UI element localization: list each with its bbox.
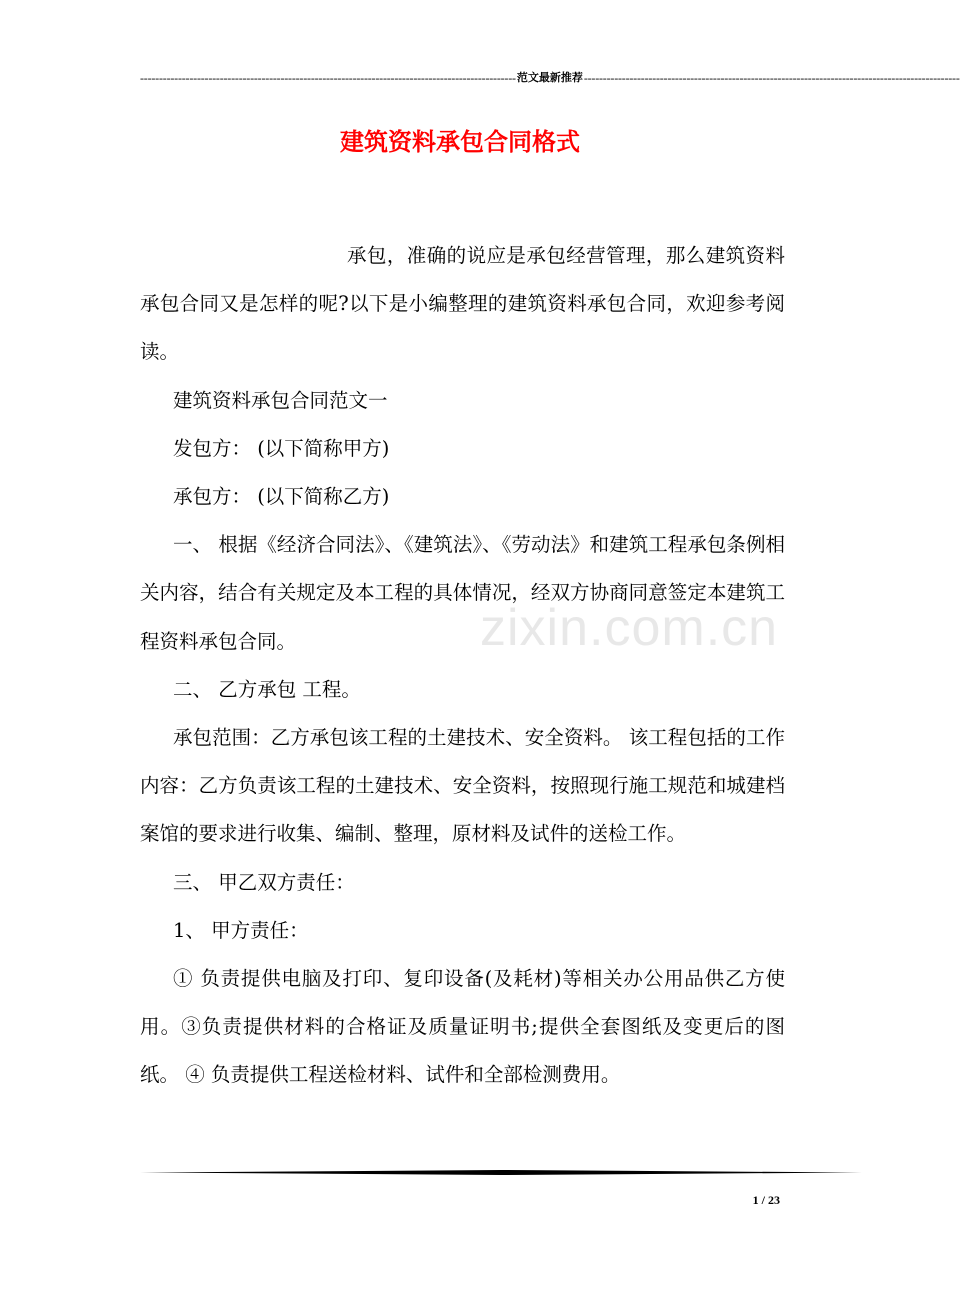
header-dashes-right: --------------------------------------------------------------------------------------------------- [583,71,960,85]
header-dashes-left: --------------------------------------------------------------------------------------------------- [140,71,516,85]
clause-one: 一、 根据《经济合同法》、《建筑法》、《劳动法》和建筑工程承包条例相关内容，结合有关规定及本工程的具体情况，经双方协商同意签定本建筑工程资料承包合同。 [140,533,785,653]
clause-three: 三、 甲乙双方责任： [173,870,355,894]
header-label: 范文最新推荐 [516,71,583,84]
intro-paragraph: 承包，准确的说应是承包经营管理，那么建筑资料承包合同又是怎样的呢?以下是小编整理的建筑资料承包合同，欢迎参考阅读。 [140,244,785,364]
scope-paragraph: 承包范围：乙方承包该工程的土建技术、安全资料。 该工程包括的工作内容：乙方负责该工程的土建技术、安全资料，按照现行施工规范和城建档案馆的要求进行收集、编制、整理，原材料及试件的送检工作。 [140,726,785,846]
party-b-line: 承包方： (以下简称乙方) [173,485,390,509]
page-number: 1 / 23 [752,1193,780,1207]
party-a-duties-list: ① 负责提供电脑及打印、复印设备(及耗材)等相关办公用品供乙方使用。③负责提供材料的合格证及质量证明书;提供全套图纸及变更后的图纸。 ④ 负责提供工程送检材料、试件和全部检测费用。 [140,967,785,1087]
footer-divider [140,1170,862,1175]
section-heading: 建筑资料承包合同范文一 [173,388,388,412]
header-banner [140,68,960,88]
party-a-line: 发包方： (以下简称甲方) [173,436,390,460]
document-body [140,232,785,1100]
clause-two: 二、 乙方承包 工程。 [173,677,361,701]
party-a-duties-heading: 1、 甲方责任： [173,918,309,942]
watermark-text: zixin.com.cn [480,599,779,657]
document-title: 建筑资料承包合同格式 [340,128,580,156]
